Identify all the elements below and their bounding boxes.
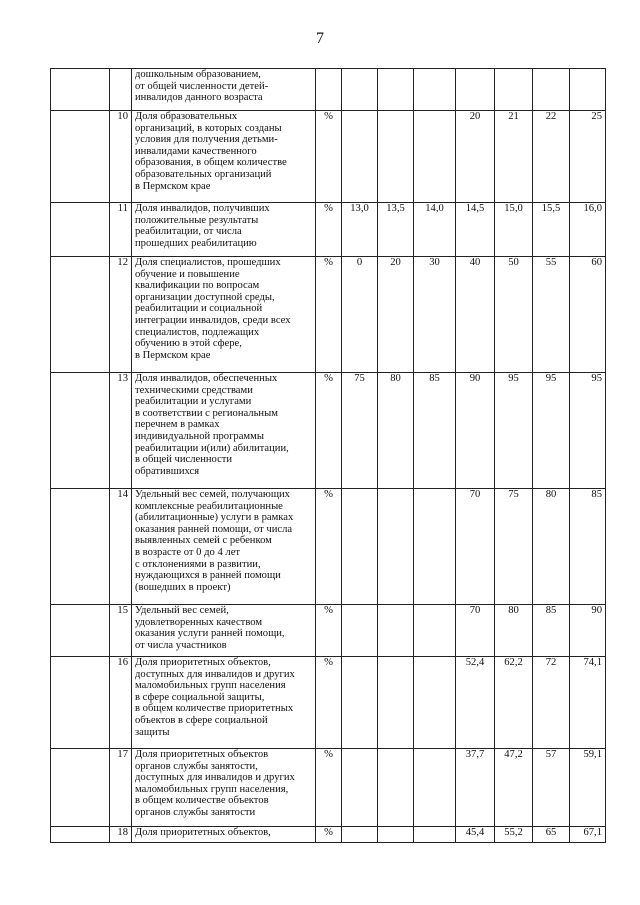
value-cell — [378, 605, 414, 657]
value-cell — [378, 657, 414, 749]
value-cell: 80 — [495, 605, 533, 657]
empty-section-cell — [51, 257, 110, 373]
value-cell — [414, 605, 456, 657]
value-cell — [342, 749, 378, 827]
value-cell: 45,4 — [456, 827, 495, 843]
value-cell: 57 — [533, 749, 570, 827]
value-cell: 13,5 — [378, 203, 414, 257]
value-cell — [342, 111, 378, 203]
row-number: 12 — [110, 257, 132, 373]
value-cell: 14,5 — [456, 203, 495, 257]
value-cell: 15,0 — [495, 203, 533, 257]
indicator-description: Удельный вес семей, получающих комплексные реабилитационные (абилитационные) услуги в рамках оказания ранней помощи, от числа выявленных семей с ребенком в возрасте от 0 до 4 лет с отклонениями в развитии, нуждающихся в ранней помощи (вошедших в проект) — [132, 489, 316, 605]
value-cell: 74,1 — [570, 657, 606, 749]
indicator-description: Доля приоритетных объектов, доступных для инвалидов и других маломобильных групп населения в сфере социальной защиты, в общем количестве приоритетных объектов в сфере социальной защиты — [132, 657, 316, 749]
unit-cell: % — [316, 489, 342, 605]
value-cell: 85 — [414, 373, 456, 489]
empty-section-cell — [51, 203, 110, 257]
value-cell: 95 — [533, 373, 570, 489]
unit-cell: % — [316, 605, 342, 657]
table-row — [51, 111, 606, 203]
value-cell — [342, 605, 378, 657]
unit-cell: % — [316, 373, 342, 489]
value-cell — [495, 69, 533, 111]
table-row — [51, 749, 606, 827]
empty-section-cell — [51, 827, 110, 843]
value-cell — [378, 69, 414, 111]
value-cell: 90 — [570, 605, 606, 657]
value-cell — [533, 69, 570, 111]
value-cell: 50 — [495, 257, 533, 373]
value-cell: 0 — [342, 257, 378, 373]
value-cell — [342, 657, 378, 749]
value-cell: 21 — [495, 111, 533, 203]
row-number: 14 — [110, 489, 132, 605]
indicator-description: Доля приоритетных объектов, — [132, 827, 316, 843]
value-cell: 15,5 — [533, 203, 570, 257]
value-cell: 47,2 — [495, 749, 533, 827]
table-row — [51, 605, 606, 657]
value-cell: 95 — [495, 373, 533, 489]
unit-cell: % — [316, 749, 342, 827]
indicator-description: Доля инвалидов, получивших положительные результаты реабилитации, от числа прошедших реабилитацию — [132, 203, 316, 257]
indicator-description: Удельный вес семей, удовлетворенных качеством оказания услуги ранней помощи, от числа участников — [132, 605, 316, 657]
value-cell — [414, 69, 456, 111]
empty-section-cell — [51, 657, 110, 749]
value-cell: 40 — [456, 257, 495, 373]
value-cell: 55 — [533, 257, 570, 373]
value-cell: 72 — [533, 657, 570, 749]
table-row — [51, 373, 606, 489]
value-cell: 85 — [570, 489, 606, 605]
indicator-description: Доля образовательных организаций, в которых созданы условия для получения детьми- инвалидами качественного образования, в общем количестве образовательных организаций в Пермском крае — [132, 111, 316, 203]
unit-cell: % — [316, 257, 342, 373]
value-cell — [342, 827, 378, 843]
value-cell: 80 — [533, 489, 570, 605]
row-number: 16 — [110, 657, 132, 749]
value-cell: 59,1 — [570, 749, 606, 827]
empty-section-cell — [51, 373, 110, 489]
indicator-description: Доля специалистов, прошедших обучение и повышение квалификации по вопросам организации доступной среды, реабилитации и социальной интеграции инвалидов, среди всех специалистов, подлежащих обучению в этой сфере, в Пермском крае — [132, 257, 316, 373]
row-number: 11 — [110, 203, 132, 257]
table-row — [51, 657, 606, 749]
table-row — [51, 69, 606, 111]
value-cell — [342, 489, 378, 605]
row-number: 15 — [110, 605, 132, 657]
value-cell: 80 — [378, 373, 414, 489]
unit-cell: % — [316, 657, 342, 749]
empty-section-cell — [51, 489, 110, 605]
value-cell — [378, 111, 414, 203]
unit-cell — [316, 69, 342, 111]
table-row — [51, 203, 606, 257]
value-cell — [342, 69, 378, 111]
value-cell — [456, 69, 495, 111]
row-number: 17 — [110, 749, 132, 827]
value-cell: 20 — [378, 257, 414, 373]
value-cell: 67,1 — [570, 827, 606, 843]
value-cell: 95 — [570, 373, 606, 489]
value-cell: 30 — [414, 257, 456, 373]
page-number: 7 — [316, 30, 324, 47]
value-cell: 13,0 — [342, 203, 378, 257]
value-cell — [570, 69, 606, 111]
row-number: 13 — [110, 373, 132, 489]
value-cell: 90 — [456, 373, 495, 489]
row-number — [110, 69, 132, 111]
value-cell: 52,4 — [456, 657, 495, 749]
value-cell — [378, 749, 414, 827]
value-cell: 14,0 — [414, 203, 456, 257]
value-cell: 60 — [570, 257, 606, 373]
empty-section-cell — [51, 111, 110, 203]
indicator-description: Доля инвалидов, обеспеченных техническими средствами реабилитации и услугами в соответствии с региональным перечнем в рамках индивидуальной программы реабилитации и(или) абилитации, в общей численности обратившихся — [132, 373, 316, 489]
value-cell — [414, 657, 456, 749]
empty-section-cell — [51, 69, 110, 111]
value-cell: 75 — [495, 489, 533, 605]
indicators-table — [50, 68, 606, 843]
value-cell: 55,2 — [495, 827, 533, 843]
value-cell: 25 — [570, 111, 606, 203]
value-cell — [414, 111, 456, 203]
unit-cell: % — [316, 111, 342, 203]
unit-cell: % — [316, 203, 342, 257]
value-cell: 62,2 — [495, 657, 533, 749]
value-cell: 70 — [456, 605, 495, 657]
value-cell: 85 — [533, 605, 570, 657]
empty-section-cell — [51, 749, 110, 827]
value-cell — [378, 827, 414, 843]
value-cell: 22 — [533, 111, 570, 203]
value-cell: 70 — [456, 489, 495, 605]
value-cell — [414, 749, 456, 827]
value-cell: 20 — [456, 111, 495, 203]
value-cell: 16,0 — [570, 203, 606, 257]
value-cell — [378, 489, 414, 605]
value-cell — [414, 827, 456, 843]
value-cell: 37,7 — [456, 749, 495, 827]
row-number: 18 — [110, 827, 132, 843]
table-row — [51, 827, 606, 843]
unit-cell: % — [316, 827, 342, 843]
table-row — [51, 489, 606, 605]
table-row — [51, 257, 606, 373]
value-cell — [414, 489, 456, 605]
row-number: 10 — [110, 111, 132, 203]
value-cell: 75 — [342, 373, 378, 489]
indicator-description: Доля приоритетных объектов органов службы занятости, доступных для инвалидов и других маломобильных групп населения, в общем количестве объектов органов службы занятости — [132, 749, 316, 827]
indicator-description: дошкольным образованием, от общей численности детей- инвалидов данного возраста — [132, 69, 316, 111]
empty-section-cell — [51, 605, 110, 657]
value-cell: 65 — [533, 827, 570, 843]
